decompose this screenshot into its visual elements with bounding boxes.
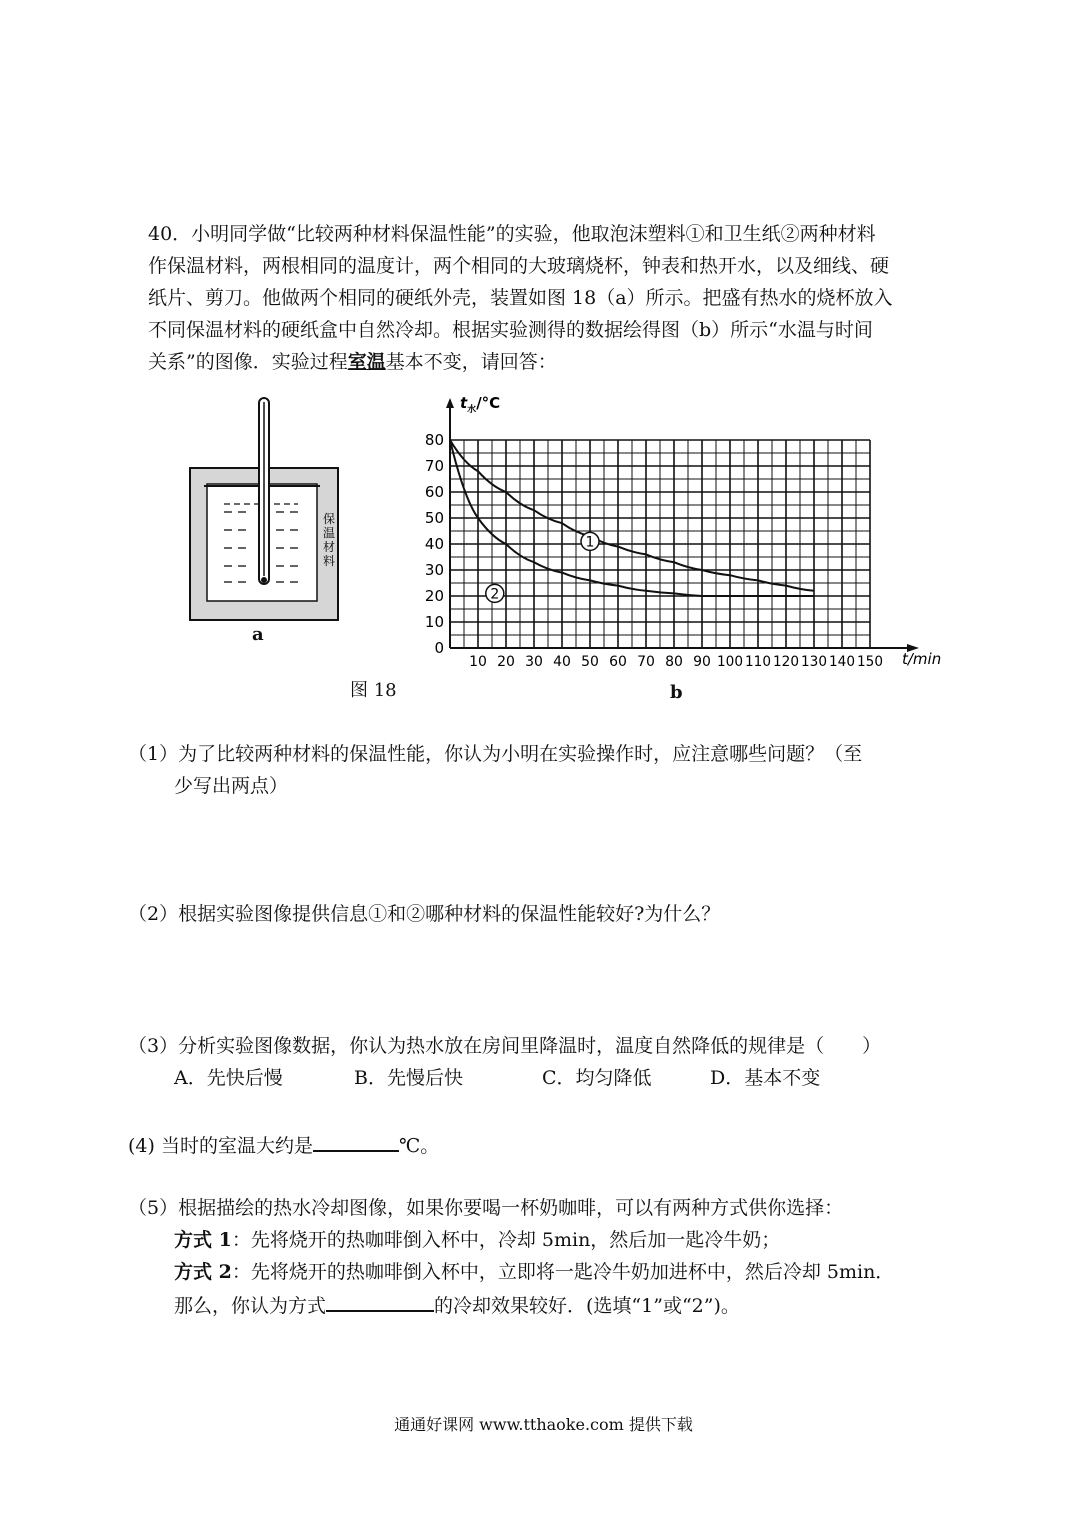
x-tick-label: 80 [665, 654, 683, 670]
y-tick-label: 10 [424, 613, 444, 631]
method-2-label: 方式 2 [174, 1261, 232, 1283]
insulation-label [323, 512, 335, 568]
intro-line: 40．小明同学做“比较两种材料保温性能”的实验，他取泡沫塑料①和卫生纸②两种材料 [148, 223, 876, 245]
q3-text: （3）分析实验图像数据，你认为热水放在房间里降温时，温度自然降低的规律是（ ） [128, 1035, 882, 1057]
room-temp-emphasis: 室温 [347, 351, 386, 373]
sub-question-2 [128, 898, 978, 930]
temperature-time-chart [410, 392, 980, 682]
x-tick-label: 40 [553, 654, 571, 670]
y-tick-label: 30 [424, 561, 444, 579]
room-temp-blank[interactable] [313, 1128, 399, 1152]
y-axis-label: $t_水/^\circ C$ [460, 394, 501, 415]
y-tick-label: 60 [424, 483, 444, 501]
x-tick-label: 140 [829, 654, 855, 670]
x-tick-label: 60 [609, 654, 627, 670]
insulation-label-char: 保 [322, 512, 336, 526]
x-tick-label: 30 [525, 654, 543, 670]
x-tick-label: 20 [497, 654, 515, 670]
figure-caption: 图 18 [350, 680, 397, 701]
y-tick-label: 20 [424, 587, 444, 605]
intro-line: 关系”的图像．实验过程室温基本不变，请回答： [148, 351, 557, 373]
x-tick-label: 90 [693, 654, 711, 670]
insulation-label-char: 材 [322, 540, 336, 554]
y-tick-label: 40 [424, 535, 444, 553]
intro-line: 纸片、剪刀。他做两个相同的硬纸外壳，装置如图 18（a）所示。把盛有热水的烧杯放入 [148, 287, 893, 309]
y-tick-label: 0 [434, 639, 444, 657]
footer-text: 通通好课网 www.tthaoke.com 提供下载 [394, 1415, 693, 1434]
intro-line: 作保温材料，两根相同的温度计，两个相同的大玻璃烧杯，钟表和热开水，以及细线、硬 [148, 255, 890, 277]
apparatus-figure [180, 390, 350, 650]
y-tick-label: 50 [424, 509, 444, 527]
figure-b-caption: b [670, 682, 683, 703]
x-tick-label: 150 [857, 654, 883, 670]
x-tick-label: 70 [637, 654, 655, 670]
sub-question-4: (4) 当时的室温大约是 ℃。 [128, 1128, 978, 1162]
series-label-1: 1 [585, 534, 595, 551]
sub-question-1 [128, 738, 978, 802]
q2-text: （2）根据实验图像提供信息①和②哪种材料的保温性能较好?为什么？ [128, 903, 721, 925]
q3-options [128, 1062, 978, 1094]
insulation-label-char: 温 [322, 526, 336, 540]
q1-line: 少写出两点） [174, 775, 289, 797]
y-tick-label: 80 [424, 431, 444, 449]
x-tick-label: 50 [581, 654, 599, 670]
insulation-label-char: 料 [322, 554, 336, 568]
x-tick-label: 110 [745, 654, 771, 670]
y-tick-label: 70 [424, 457, 444, 475]
option-d[interactable]: D．基本不变 [710, 1067, 821, 1089]
intro-line: 不同保温材料的硬纸盒中自然冷却。根据实验测得的数据绘得图（b）所示“水温与时间 [148, 319, 873, 341]
option-b[interactable]: B．先慢后快 [354, 1067, 463, 1089]
x-tick-label: 120 [773, 654, 799, 670]
question-intro [148, 218, 974, 378]
option-a[interactable]: A．先快后慢 [174, 1067, 283, 1089]
method-1-label: 方式 1 [174, 1229, 232, 1251]
method-choice-blank[interactable] [326, 1288, 434, 1312]
x-axis-label: t/min [902, 650, 942, 668]
y-axis-arrow [446, 398, 454, 408]
option-c[interactable]: C．均匀降低 [542, 1067, 652, 1089]
sub-question-3 [128, 1030, 978, 1094]
x-tick-label: 10 [469, 654, 487, 670]
series-label-2: 2 [490, 586, 500, 603]
q5-text: （5）根据描绘的热水冷却图像，如果你要喝一杯奶咖啡，可以有两种方式供你选择： [128, 1197, 844, 1219]
figure-a-caption: a [252, 624, 264, 645]
x-tick-label: 100 [717, 654, 743, 670]
x-tick-label: 130 [801, 654, 827, 670]
sub-question-5: （5）根据描绘的热水冷却图像，如果你要喝一杯奶咖啡，可以有两种方式供你选择： 方式 1：先将烧开的热咖啡倒入杯中，冷却 5min，然后加一匙冷牛奶； 方式 2：先将烧开的热咖啡倒入杯中，立即将一匙冷牛奶加进杯中，然后冷却 5min． 那么，你认为方式 的冷却效果较好．(选填“1”或“2”)。 [128, 1192, 978, 1322]
q1-line: （1）为了比较两种材料的保温性能，你认为小明在实验操作时，应注意哪些问题？（至 [128, 743, 863, 765]
